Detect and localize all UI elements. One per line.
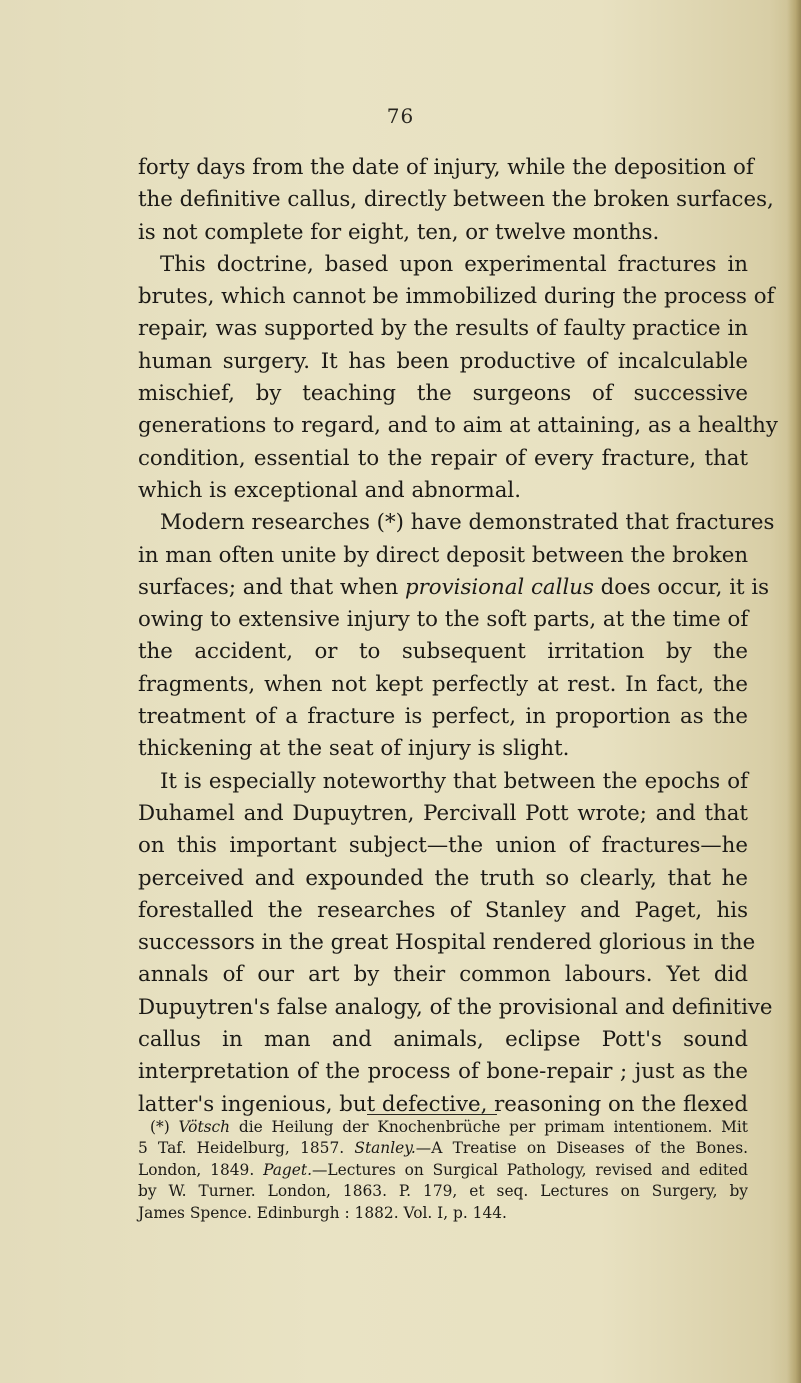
text-line: brutes, which cannot be immobilized during the process of (138, 284, 775, 310)
text-line: interpretation of the process of bone-repair ; just as the (138, 1059, 748, 1085)
text-line: the accident, or to subsequent irritation by the (138, 639, 748, 665)
paragraph-4 (138, 766, 773, 1121)
text-fragment: does occur, it is (593, 574, 770, 600)
page-edge-shadow (787, 0, 801, 1383)
footnote-line (138, 1138, 748, 1159)
footnote-line (138, 1160, 748, 1181)
text-line: Duhamel and Dupuytren, Percivall Pott wrote; and that (138, 800, 748, 826)
text-line: forty days from the date of injury, while the deposition of (138, 155, 754, 180)
text-line: on this important subject—the union of fractures—he (138, 833, 748, 859)
text-fragment: surfaces; and that when (138, 574, 405, 600)
text-line: mischief, by teaching the surgeons of successive (138, 381, 748, 407)
text-fragment: London, 1849. (138, 1160, 264, 1179)
author-name: Paget. (263, 1160, 312, 1179)
text-line: fragments, when not kept perfectly at rest. In fact, the (138, 671, 748, 697)
text-line: thickening at the seat of injury is slight. (138, 736, 570, 762)
text-line: callus in man and animals, eclipse Pott's sound (138, 1027, 748, 1053)
text-line: human surgery. It has been productive of incalculable (138, 348, 748, 374)
text-line: treatment of a fracture is perfect, in proportion as the (138, 704, 748, 730)
paragraph-3 (138, 507, 775, 765)
text-line: repair, was supported by the results of faulty practice in (138, 316, 748, 342)
footnote-line: by W. Turner. London, 1863. P. 179, et seq. Lectures on Surgery, by (138, 1182, 748, 1201)
text-fragment: —A Treatise on Diseases of the Bones. (415, 1139, 748, 1158)
text-line: is not complete for eight, ten, or twelve months. (138, 219, 660, 245)
italic-term: provisional callus (404, 574, 594, 600)
text-line: successors in the great Hospital rendered glorious in the (138, 930, 756, 956)
text-line: forestalled the researches of Stanley and Paget, his (138, 897, 748, 923)
text-line: in man often unite by direct deposit between the broken (138, 542, 749, 568)
body-text (138, 152, 778, 1121)
author-name: Vötsch (178, 1118, 231, 1136)
author-name: Stanley. (354, 1139, 416, 1158)
text-line: owing to extensive injury to the soft parts, at the time of (138, 607, 749, 633)
paragraph-2 (138, 249, 778, 507)
text-line: latter's ingenious, but defective, reasoning on the flexed (138, 1091, 749, 1117)
text-line: generations to regard, and to aim at attaining, as a healthy (138, 413, 778, 439)
footnote (138, 1117, 748, 1224)
footnote-line (138, 1117, 748, 1138)
text-line: perceived and expounded the truth so clearly, that he (138, 865, 748, 891)
paragraph-1 (138, 152, 774, 249)
text-line: Modern researches (*) have demonstrated that fractures (160, 510, 775, 536)
footnote-marker: (*) (150, 1118, 170, 1136)
text-fragment: die Heilung der Knochenbrüche per primam intentionem. Mit (230, 1118, 748, 1136)
page-number: 76 (386, 104, 415, 128)
text-line: Dupuytren's false analogy, of the provisional and definitive (138, 994, 773, 1020)
footnote-rule (367, 1114, 497, 1115)
text-line-with-italic (138, 572, 770, 604)
text-line: It is especially noteworthy that between the epochs of (160, 768, 748, 794)
footnote-line: James Spence. Edinburgh : 1882. Vol. I, p. 144. (138, 1203, 507, 1222)
text-fragment: —Lectures on Surgical Pathology, revised and edited (311, 1160, 748, 1179)
text-line: which is exceptional and abnormal. (138, 477, 521, 503)
text-line: This doctrine, based upon experimental fractures in (160, 251, 748, 277)
text-fragment: 5 Taf. Heidelburg, 1857. (138, 1139, 355, 1158)
text-line: annals of our art by their common labours. Yet did (138, 962, 748, 988)
text-line: the definitive callus, directly between the broken surfaces, (138, 187, 774, 213)
text-line: condition, essential to the repair of every fracture, that (138, 445, 748, 471)
